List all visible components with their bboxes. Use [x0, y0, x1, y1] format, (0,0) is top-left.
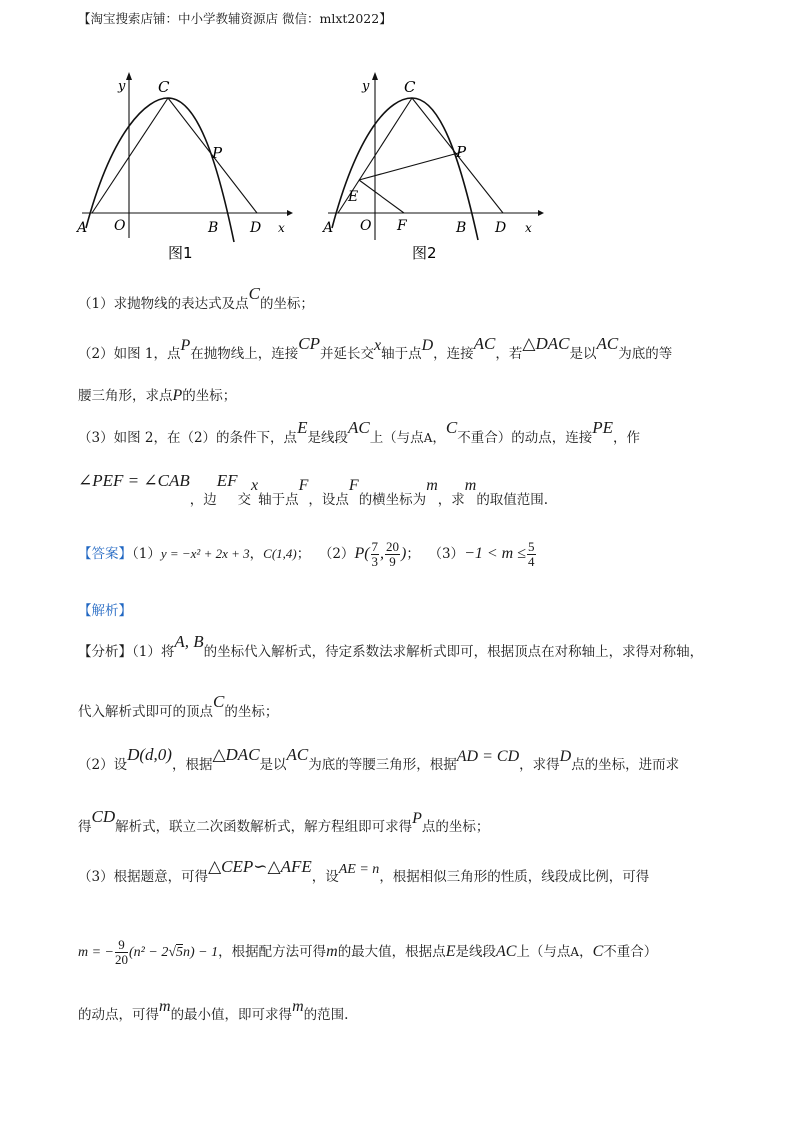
numerator: 7 — [371, 539, 379, 554]
label-x: x — [278, 221, 285, 235]
label-c: C — [404, 78, 416, 96]
text: ； — [406, 546, 420, 562]
text: 上（与点 — [516, 944, 571, 960]
question-2-line-2 — [78, 384, 236, 405]
denominator: 3 — [371, 554, 379, 569]
text: 点的坐标； — [421, 819, 490, 835]
text: 的坐标； — [259, 296, 314, 312]
text: （3）根据题意，可得 — [78, 869, 209, 885]
math-p: P — [412, 810, 422, 827]
text: （3）如图 2，在（2）的条件下，点 — [78, 430, 298, 446]
text: ，求 — [437, 492, 465, 508]
text: 在抛物线上，连接 — [190, 346, 299, 362]
text: 的最小值，即可求得 — [170, 1007, 293, 1023]
answer-equation: y = −x² + 2x + 3 — [160, 546, 250, 561]
numerator: 5 — [528, 539, 535, 554]
label-e: E — [348, 189, 359, 205]
analysis-line-1 — [78, 632, 704, 661]
math-ae-eq-n: AE = n — [338, 862, 380, 877]
numerator: 9 — [115, 938, 128, 953]
analysis-sub-label: 【分析】 — [78, 644, 132, 660]
text: 解析式，联立二次函数解析式，解方程组即可求得 — [115, 819, 413, 835]
analysis-line-4 — [78, 807, 490, 836]
text: ，根据 — [171, 757, 213, 773]
label-c: C — [158, 78, 170, 96]
math-d-coordinate: D(d,0) — [127, 745, 172, 764]
text: ，求得 — [519, 757, 560, 773]
fraction-20-9 — [385, 540, 400, 569]
math-ef: EF — [216, 471, 238, 490]
math-f: F — [298, 477, 309, 494]
math-e: E — [297, 418, 308, 437]
label-d: D — [495, 220, 507, 236]
label-x: x — [525, 221, 532, 235]
denominator: 9 — [389, 554, 396, 569]
math-ac: AC — [347, 418, 370, 437]
y-arrow — [372, 72, 378, 80]
text: 的范围. — [303, 1007, 349, 1023]
text: 的坐标； — [182, 388, 237, 404]
math-ac: AC — [495, 943, 517, 960]
label-p: P — [212, 144, 223, 162]
text: （2）如图 1，点 — [78, 346, 181, 362]
comma: , — [380, 545, 385, 562]
label-o: O — [360, 218, 372, 234]
text: ， — [579, 944, 593, 960]
math-angle-equation: ∠PEF = ∠CAB — [78, 471, 190, 490]
analysis-line-3 — [78, 745, 680, 774]
question-2-line-1 — [78, 334, 673, 363]
text: 并延长交 — [320, 346, 374, 362]
text: 的取值范围. — [476, 492, 549, 508]
fraction-5-4 — [527, 540, 536, 569]
math-m: m — [464, 477, 477, 494]
label-y: y — [362, 79, 370, 94]
text: ，设 — [311, 869, 339, 885]
text: 的横坐标为 — [358, 492, 427, 508]
text: ，设点 — [308, 492, 349, 508]
x-arrow — [538, 210, 544, 216]
answer-p-close: ) — [401, 545, 407, 562]
question-1 — [78, 284, 314, 313]
text: 的动点，可得 — [78, 1007, 159, 1023]
math-ad-eq-cd: AD = CD — [456, 748, 520, 765]
figure-2 — [318, 60, 558, 265]
label-b: B — [208, 220, 219, 236]
math-ac: AC — [286, 745, 309, 764]
text: ，若 — [495, 346, 523, 362]
text: ，作 — [612, 430, 640, 446]
text: 为底的等 — [618, 346, 673, 362]
math-x: x — [251, 477, 259, 494]
math-triangle-dac: △DAC — [522, 334, 570, 353]
text: （2） — [318, 546, 355, 562]
text: 的最大值，根据点 — [337, 944, 446, 960]
y-arrow — [126, 72, 132, 80]
text: 腰三角形，求点 — [78, 388, 173, 404]
denominator: 20 — [115, 952, 129, 967]
math-c: C — [213, 692, 225, 711]
numerator: 20 — [386, 539, 400, 554]
math-radicand: 5 — [176, 945, 184, 960]
text: 得 — [78, 819, 92, 835]
text: ， — [432, 430, 446, 446]
fraction-7-3 — [371, 540, 380, 569]
math-ac: AC — [596, 334, 619, 353]
math-f: F — [348, 477, 359, 494]
header-text: 【淘宝搜索店铺：中小学教辅资源店 微信：mlxt2022】 — [78, 11, 392, 26]
label-d: D — [250, 220, 262, 236]
text: ， — [249, 546, 264, 562]
label-p: P — [456, 143, 467, 161]
label-f: F — [397, 218, 407, 234]
answer-point-c: C(1,4) — [263, 546, 297, 561]
denominator: 4 — [528, 554, 535, 569]
analysis-line-2 — [78, 692, 279, 721]
segment-ac — [92, 98, 168, 213]
question-3-line-1 — [78, 418, 640, 447]
answer-label: 【答案】 — [78, 546, 132, 562]
math-m: m — [326, 943, 338, 960]
analysis-line-5 — [78, 857, 650, 886]
figure-1 — [72, 60, 302, 265]
label-a: A — [323, 220, 334, 236]
math-cd: CD — [91, 807, 116, 826]
math-p: P — [180, 337, 191, 354]
text: 为底的等腰三角形，根据 — [308, 757, 457, 773]
answer-p-open: P( — [354, 545, 370, 562]
text: （1） — [132, 546, 161, 562]
text: 轴于点 — [381, 346, 422, 362]
point-a: A — [570, 945, 580, 959]
text: ，连接 — [433, 346, 474, 362]
text: 点的坐标，进而求 — [571, 757, 680, 773]
text: 是线段 — [455, 944, 496, 960]
text: 是线段 — [307, 430, 348, 446]
math-expression: (n² − 2 — [129, 945, 169, 960]
math-m: m — [292, 998, 304, 1015]
text: 交 — [237, 492, 252, 508]
x-arrow — [287, 210, 293, 216]
text: 代入解析式即可的顶点 — [78, 704, 213, 720]
text: 是以 — [569, 346, 597, 362]
math-d: D — [421, 337, 434, 354]
math-similar-triangles: △CEP∽△AFE — [208, 857, 312, 876]
text: 不重合）的动点，连接 — [457, 430, 593, 446]
math-c: C — [248, 284, 260, 303]
text: 不重合） — [603, 944, 658, 960]
math-c: C — [445, 418, 458, 437]
label-a: A — [77, 220, 88, 236]
text: （1）将 — [132, 644, 175, 660]
math-cp: CP — [298, 334, 320, 353]
text: ； — [296, 546, 311, 562]
label-o: O — [114, 218, 126, 234]
math-c: C — [592, 943, 604, 960]
text: ，根据相似三角形的性质，线段成比例，可得 — [379, 869, 650, 885]
math-pe: PE — [592, 418, 613, 437]
math-m: m — [426, 477, 438, 494]
math-m-eq: m = − — [78, 945, 115, 960]
point-a: A — [423, 431, 433, 445]
math-expression: n) − 1 — [183, 945, 219, 960]
text: （2）设 — [78, 757, 128, 773]
text: 轴于点 — [258, 492, 299, 508]
math-ab: A, B — [174, 632, 204, 651]
text: ，根据配方法可得 — [218, 944, 327, 960]
label-b: B — [456, 220, 467, 236]
fraction-9-20 — [115, 938, 128, 967]
text: 的坐标； — [224, 704, 279, 720]
math-m: m — [159, 998, 171, 1015]
math-triangle-dac: △DAC — [212, 745, 260, 764]
text: ，边 — [189, 492, 217, 508]
math-d: D — [559, 748, 572, 765]
segment-ef — [359, 180, 404, 213]
text: （1）求抛物线的表达式及点 — [78, 296, 249, 312]
math-ac: AC — [473, 334, 496, 353]
analysis-line-7 — [78, 998, 349, 1024]
question-3-line-2 — [78, 471, 549, 508]
math-p: P — [172, 387, 183, 404]
math-e: E — [445, 943, 456, 960]
label-y: y — [118, 79, 126, 94]
text: 上（与点 — [369, 430, 424, 446]
answer-inequality: −1 < m ≤ — [464, 545, 526, 562]
answer-line — [78, 540, 537, 569]
text: 是以 — [259, 757, 287, 773]
figure-2-caption: 图2 — [412, 244, 437, 262]
text: （3） — [428, 546, 465, 562]
analysis-line-6: m = − $\frac{9}{20}$ (n² − 2√5n) − 1，根据配方法可得m的最大值，根据点E是线段AC上（与点A，C不重合） — [78, 937, 658, 967]
text: 的坐标代入解析式，待定系数法求解析式即可，根据顶点在对称轴上，求得对称轴， — [203, 644, 704, 660]
analysis-label: 【解析】 — [78, 603, 132, 619]
math-x: x — [374, 337, 382, 354]
figure-1-caption: 图1 — [168, 244, 193, 262]
